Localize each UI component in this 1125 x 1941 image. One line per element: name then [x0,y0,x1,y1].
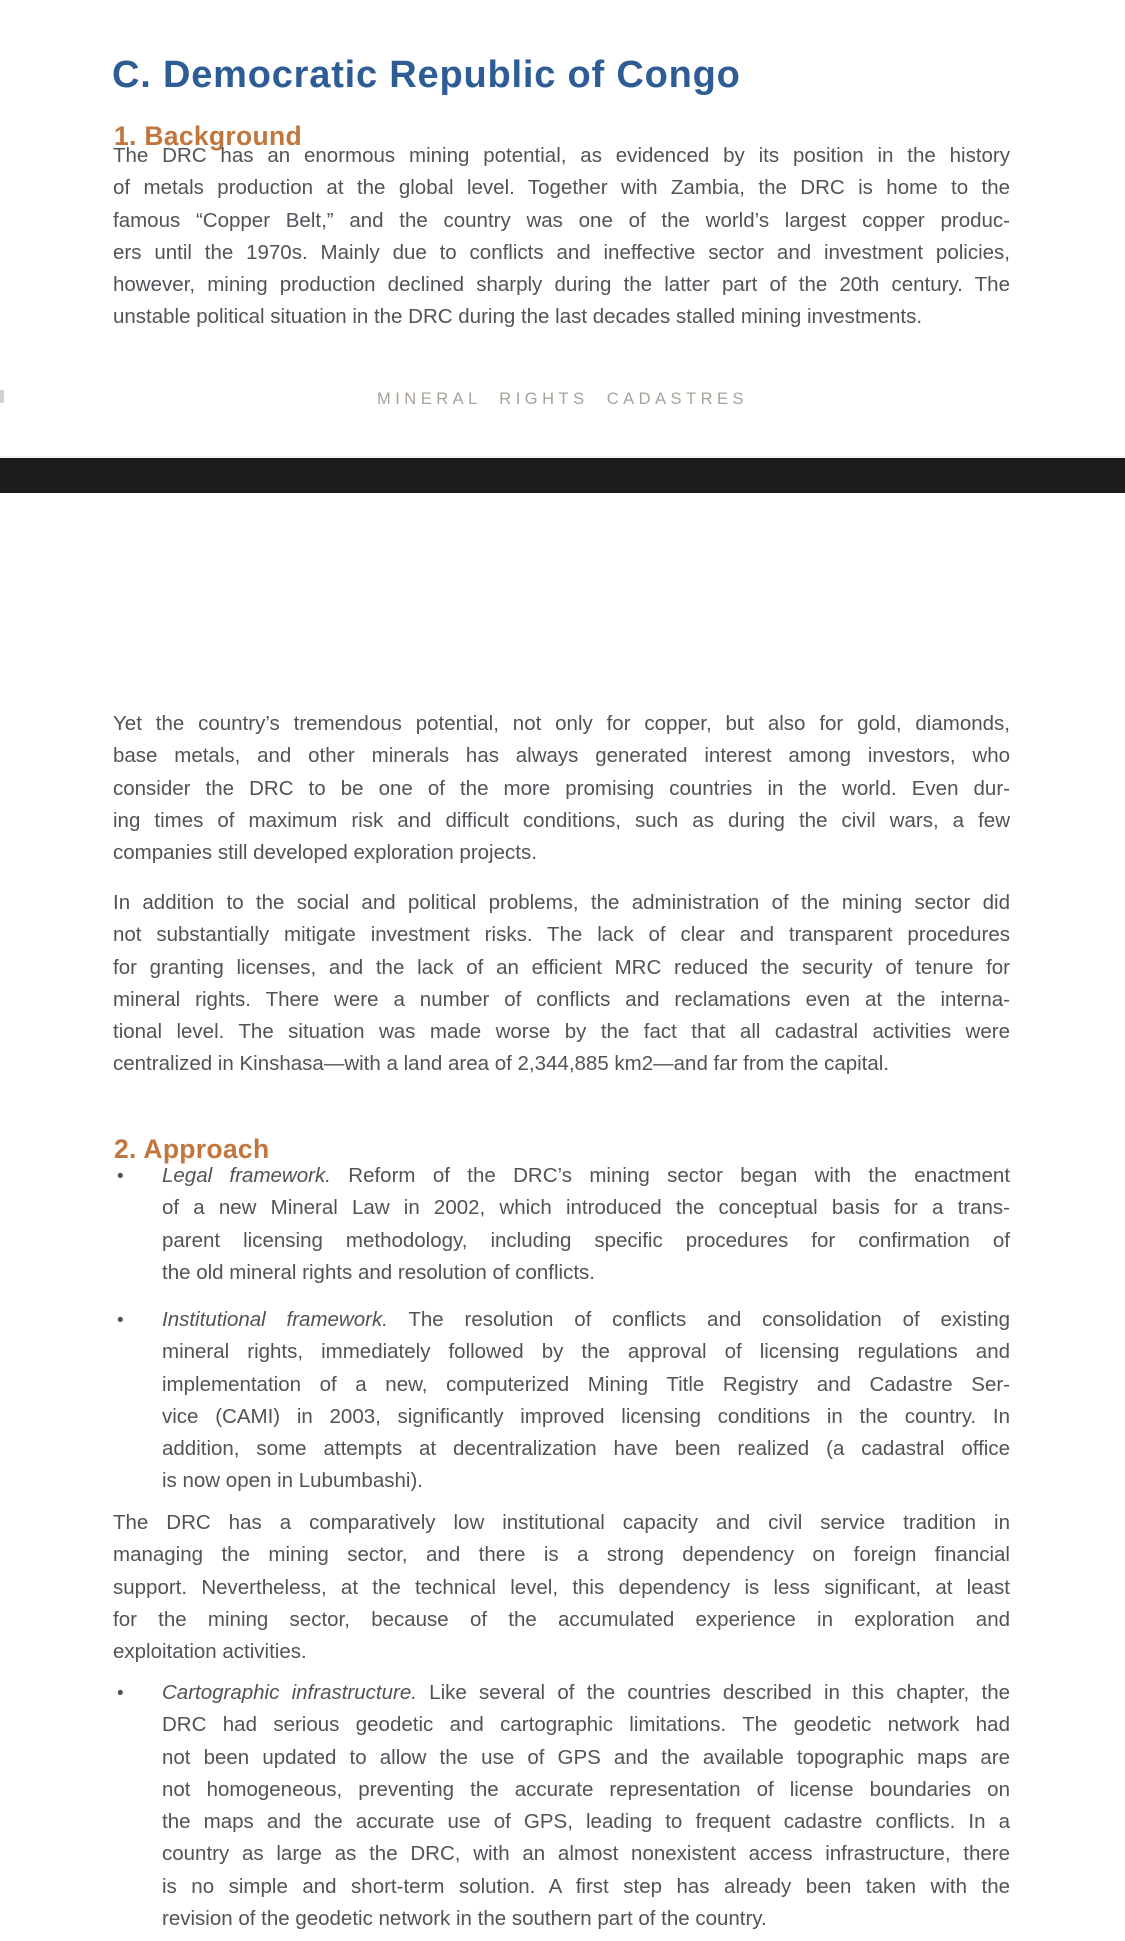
text-line: for the mining sector, because of the accumulated experience in exploration and [113,1607,1010,1631]
text-line: country as large as the DRC, with an almost nonexistent access infrastructure, there [162,1842,1010,1866]
text-line: Institutional framework. The resolution of conflicts and consolidation of existing [162,1308,1011,1331]
text-line: Cartographic infrastructure. Like several of the countries described in this chapter, the [162,1681,1010,1704]
text-line: In addition to the social and political problems, the administration of the mining sector did [113,891,1010,914]
running-head: MINERAL RIGHTS CADASTRES [376,390,749,408]
bullet-cartographic-infrastructure [117,1677,1010,1935]
text-line: The DRC has an enormous mining potential, as evidenced by its position in the history [113,144,1010,167]
text-line: addition, some attempts at decentralization have been realized (a cadastral office [162,1437,1010,1461]
text-line: mineral rights, immediately followed by the approval of licensing regulations and [162,1340,1010,1364]
text-line: parent licensing methodology, including specific procedures for confirmation of [162,1228,1010,1252]
bullet-icon: • [117,1310,124,1331]
text-line: managing the mining sector, and there is a strong dependency on foreign financial [113,1543,1010,1567]
section-heading-background: 1. Background [114,120,302,151]
text-line: Legal framework. Reform of the DRC’s mining sector began with the enactment [162,1164,1011,1187]
text-line: ing times of maximum risk and difficult conditions, such as during the civil wars, a few [113,808,1010,832]
text-line: ers until the 1970s. Mainly due to conflicts and ineffective sector and investment policies, [113,240,1010,264]
italic-lead: Cartographic infrastructure. [162,1681,417,1704]
bullet-institutional-framework [117,1304,1011,1498]
text-line: companies still developed exploration projects. [113,841,537,865]
text-line: DRC had serious geodetic and cartographic limitations. The geodetic network had [162,1713,1010,1737]
text-line: the maps and the accurate use of GPS, leading to frequent cadastre conflicts. In a [162,1810,1010,1834]
text-line: not been updated to allow the use of GPS and the available topographic maps are [162,1745,1010,1769]
text-line: vice (CAMI) in 2003, significantly improved licensing conditions in the country. In [162,1404,1010,1428]
text-line: not homogeneous, preventing the accurate representation of license boundaries on [162,1777,1010,1801]
bullet-icon: • [117,1166,124,1187]
paragraph-background-3 [113,887,1010,1081]
paragraph-background-1 [113,140,1010,334]
text-line: is now open in Lubumbashi). [162,1469,423,1493]
paragraph-approach-1 [113,1507,1010,1668]
text-line: of metals production at the global level. Together with Zambia, the DRC is home to the [113,176,1010,200]
text-line: The DRC has a comparatively low institutional capacity and civil service tradition in [113,1511,1010,1534]
bullet-icon: • [117,1683,124,1704]
text-line: unstable political situation in the DRC during the last decades stalled mining investments. [113,305,923,329]
figure-black-bar [0,456,1125,493]
text-line: mineral rights. There were a number of conflicts and reclamations even at the interna- [113,987,1010,1011]
text-line: however, mining production declined sharply during the latter part of the 20th century. The [113,273,1010,297]
text-line: of a new Mineral Law in 2002, which introduced the conceptual basis for a trans- [162,1196,1010,1220]
text-line: support. Nevertheless, at the technical level, this dependency is less significant, at least [113,1575,1010,1599]
text-line: tional level. The situation was made worse by the fact that all cadastral activities were [113,1020,1010,1044]
text-line: Yet the country’s tremendous potential, not only for copper, but also for gold, diamonds, [113,712,1010,735]
text-line: base metals, and other minerals has always generated interest among investors, who [113,744,1010,768]
text-line: centralized in Kinshasa—with a land area of 2,344,885 km2—and far from the capital. [113,1052,890,1076]
text-line: not substantially mitigate investment risks. The lack of clear and transparent procedures [113,923,1010,947]
text-line: for granting licenses, and the lack of an efficient MRC reduced the security of tenure for [113,955,1010,979]
paragraph-background-2 [113,708,1010,869]
section-heading-approach: 2. Approach [114,1133,270,1164]
italic-lead: Institutional framework. [162,1308,388,1331]
text-line: the old mineral rights and resolution of conflicts. [162,1260,596,1284]
text-line: implementation of a new, computerized Mining Title Registry and Cadastre Ser- [162,1372,1010,1396]
text-line: exploitation activities. [113,1640,307,1664]
italic-lead: Legal framework. [162,1164,331,1187]
text-line: consider the DRC to be one of the more promising countries in the world. Even dur- [113,776,1010,800]
text-line: famous “Copper Belt,” and the country was one of the world’s largest copper produc- [113,208,1010,232]
text-line: revision of the geodetic network in the southern part of the country. [162,1907,767,1931]
text-line: is no simple and short-term solution. A first step has already been taken with the [162,1874,1010,1898]
bullet-legal-framework [117,1160,1011,1289]
page-title: C. Democratic Republic of Congo [112,54,741,97]
